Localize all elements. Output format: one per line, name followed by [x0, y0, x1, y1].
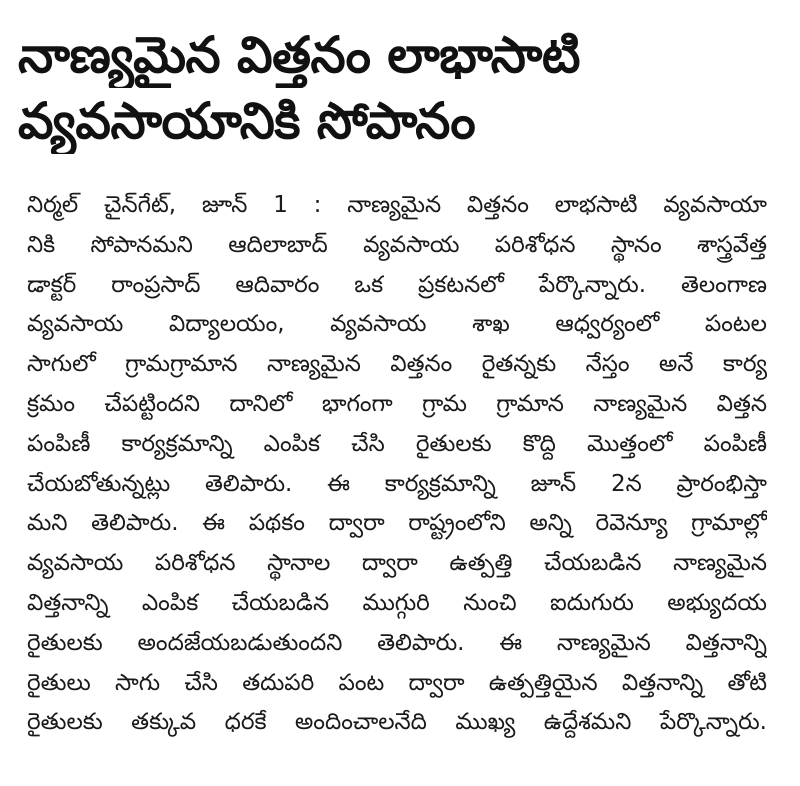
body-line: క్రమం చేపట్టిందని దానిలో భాగంగా గ్రామ గ్రామాన నాణ్యమైన విత్తన: [27, 390, 767, 417]
body-line: నికి సోపానమని ఆదిలాబాద్ వ్యవసాయ పరిశోధన స్థానం శాస్త్రవేత్త: [27, 231, 767, 258]
body-line: నిర్మల్ చైన్‌గేట్, జూన్ 1 : నాణ్యమైన విత్తనం లాభసాటి వ్యవసాయా: [27, 192, 767, 218]
headline-line-1: నాణ్యమైన విత్తనం లాభాసాటి: [18, 26, 580, 84]
body-line: రైతులు సాగు చేసి తదుపరి పంట ద్వారా ఉత్పత్తియైన విత్తనాన్ని తోటి: [27, 669, 767, 696]
body-line: మని తెలిపారు. ఈ పథకం ద్వారా రాష్ట్రంలోని అన్ని రెవెన్యూ గ్రామాల్లో: [27, 510, 767, 537]
headline: [18, 22, 788, 154]
body-line: విత్తనాన్ని ఎంపిక చేయబడిన ముగ్గురి నుంచి ఐదుగురు అభ్యుదయ: [27, 589, 767, 616]
body-line: పంపిణీ కార్యక్రమాన్ని ఎంపిక చేసి రైతులకు కొద్ది మొత్తంలో పంపిణీ: [27, 430, 767, 457]
article-body: [27, 186, 767, 743]
body-line: వ్యవసాయ విద్యాలయం, వ్యవసాయ శాఖ ఆధ్వర్యంలో పంటల: [27, 311, 767, 338]
body-line: సాగులో గ్రామగ్రామాన నాణ్యమైన విత్తనం రైతన్నకు నేస్తం అనే కార్య: [27, 351, 767, 378]
body-line: డాక్టర్ రాంప్రసాద్ ఆదివారం ఒక ప్రకటనలో పేర్కొన్నారు. తెలంగాణ: [27, 271, 767, 298]
body-line: రైతులకు అందజేయబడుతుందని తెలిపారు. ఈ నాణ్యమైన విత్తనాన్ని: [27, 629, 767, 656]
body-line: వ్యవసాయ పరిశోధన స్థానాల ద్వారా ఉత్పత్తి చేయబడిన నాణ్యమైన: [27, 550, 767, 577]
headline-line-2: వ్యవసాయానికి సోపానం: [18, 92, 476, 150]
body-line: రైతులకు తక్కువ ధరకే అందించాలనేది ముఖ్య ఉద్దేశమని పేర్కొన్నారు.: [27, 709, 767, 736]
body-line: చేయబోతున్నట్లు తెలిపారు. ఈ కార్యక్రమాన్ని జూన్ 2న ప్రారంభిస్తా: [27, 470, 767, 497]
